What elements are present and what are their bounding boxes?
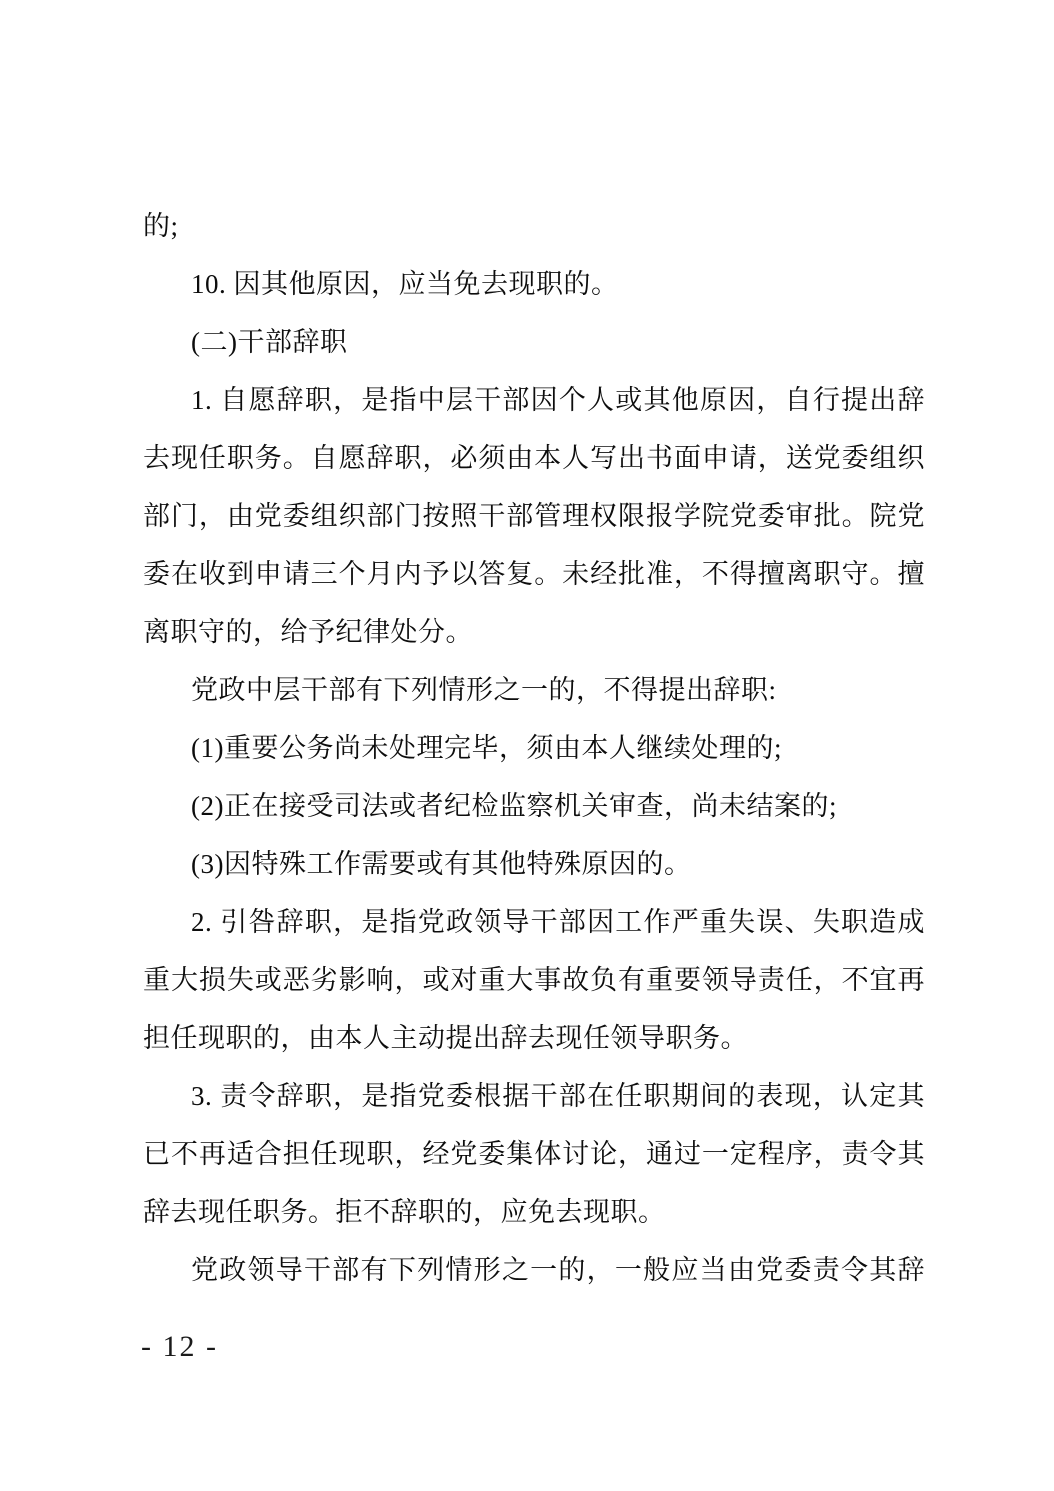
text-line: 离职守的，给予纪律处分。 xyxy=(143,617,473,647)
text-line: (1)重要公务尚未处理完毕，须由本人继续处理的; xyxy=(191,733,782,763)
text-line: 3. 责令辞职，是指党委根据干部在任职期间的表现，认定其 xyxy=(191,1081,925,1111)
text-line: 部门，由党委组织部门按照干部管理权限报学院党委审批。院党 xyxy=(143,501,925,531)
text-line: 重大损失或恶劣影响，或对重大事故负有重要领导责任，不宜再 xyxy=(143,965,925,995)
text-line: 担任现职的，由本人主动提出辞去现任领导职务。 xyxy=(143,1023,748,1053)
text-line: 已不再适合担任现职，经党委集体讨论，通过一定程序，责令其 xyxy=(143,1139,925,1169)
page-number: - 12 - xyxy=(141,1330,218,1363)
text-line: 委在收到申请三个月内予以答复。未经批准，不得擅离职守。擅 xyxy=(143,559,925,589)
text-line: 党政中层干部有下列情形之一的，不得提出辞职: xyxy=(191,675,777,705)
text-line: 去现任职务。自愿辞职，必须由本人写出书面申请，送党委组织 xyxy=(143,443,925,473)
text-line: 的; xyxy=(143,211,179,241)
text-line: (二)干部辞职 xyxy=(191,327,348,357)
document-body xyxy=(143,197,925,1299)
text-line: 2. 引咎辞职，是指党政领导干部因工作严重失误、失职造成 xyxy=(191,907,925,937)
text-line: (3)因特殊工作需要或有其他特殊原因的。 xyxy=(191,849,692,879)
text-line: 党政领导干部有下列情形之一的，一般应当由党委责令其辞 xyxy=(191,1255,925,1285)
text-line: 1. 自愿辞职，是指中层干部因个人或其他原因，自行提出辞 xyxy=(191,385,925,415)
text-line: (2)正在接受司法或者纪检监察机关审查，尚未结案的; xyxy=(191,791,837,821)
text-line: 10. 因其他原因，应当免去现职的。 xyxy=(191,269,619,299)
text-line: 辞去现任职务。拒不辞职的，应免去现职。 xyxy=(143,1197,666,1227)
